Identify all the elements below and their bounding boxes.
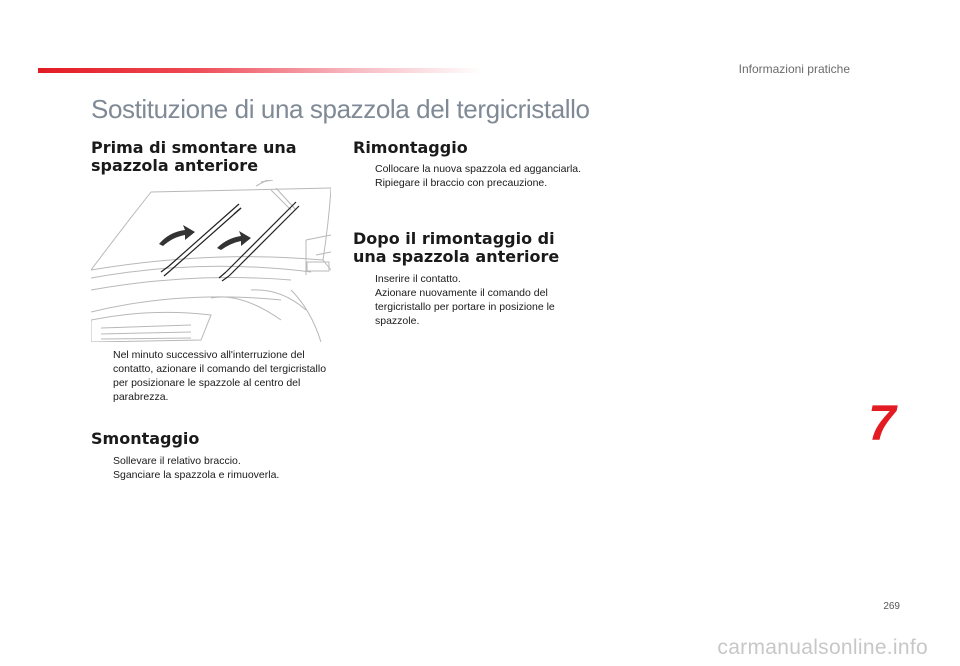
- list-item: Inserire il contatto.: [375, 273, 461, 285]
- refit-list: [353, 162, 583, 190]
- heading-before-removal: Prima di smontare una spazzola anteriore: [91, 138, 297, 175]
- windscreen-wiper-illustration: [91, 180, 331, 342]
- removal-list: [91, 454, 331, 482]
- list-item: Sganciare la spazzola e rimuoverla.: [113, 469, 280, 481]
- after-refit-list: [353, 272, 583, 328]
- chapter-number: 7: [868, 395, 896, 451]
- list-item: Ripiegare il braccio con precauzione.: [375, 177, 548, 189]
- list-item: Nel minuto successivo all'interruzione del contatto, azionare il comando del tergicristallo per posizionare le spazzole al centro del parabrezza.: [113, 349, 327, 403]
- section-title: Informazioni pratiche: [738, 62, 850, 76]
- watermark: carmanualsonline.info: [717, 636, 928, 659]
- heading-removal: Smontaggio: [91, 429, 200, 448]
- heading-refit: Rimontaggio: [353, 138, 468, 157]
- page-number: 269: [883, 601, 900, 612]
- heading-after-refit: Dopo il rimontaggio di una spazzola anteriore: [353, 229, 560, 266]
- header-accent-bar: [38, 68, 483, 73]
- page-title: Sostituzione di una spazzola del tergicristallo: [91, 94, 590, 124]
- list-item: Azionare nuovamente il comando del tergicristallo per portare in posizione le spazzole.: [375, 287, 555, 327]
- list-item: Sollevare il relativo braccio.: [113, 455, 241, 467]
- list-item: Collocare la nuova spazzola ed agganciarla.: [375, 163, 582, 175]
- before-removal-list: [91, 348, 331, 404]
